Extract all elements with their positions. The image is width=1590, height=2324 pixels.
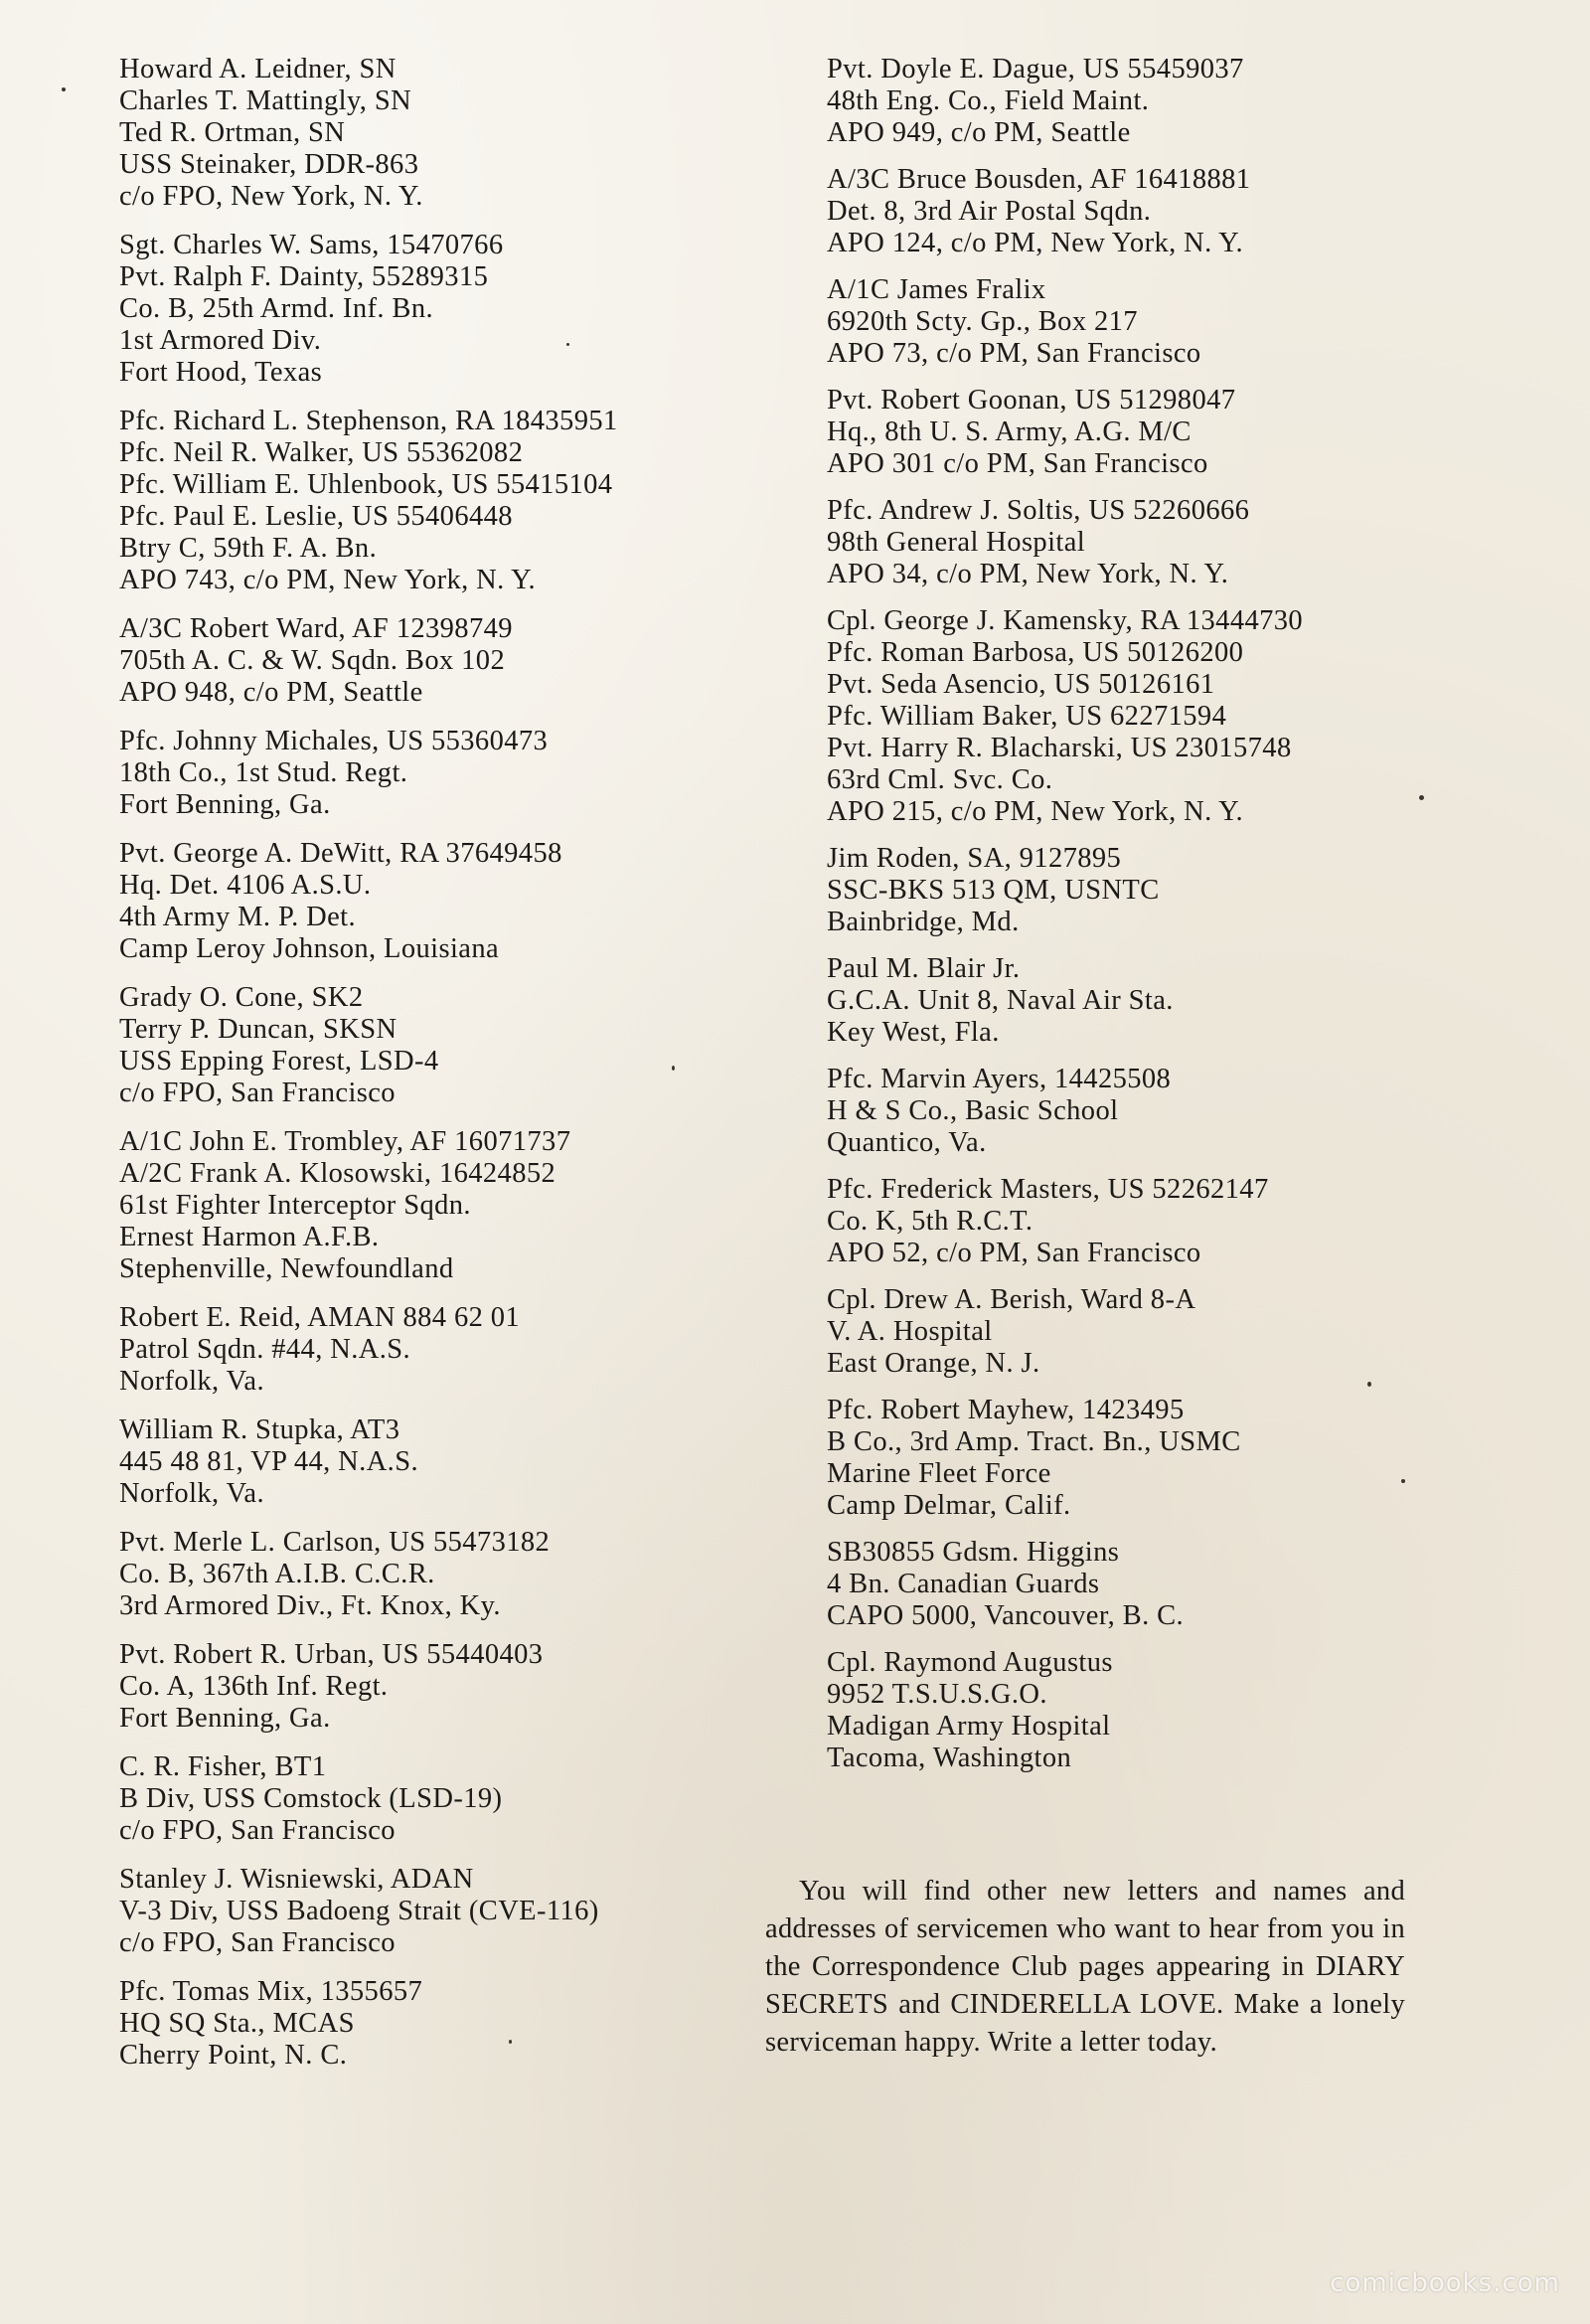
address-line: Pfc. William Baker, US 62271594 [827,701,1227,732]
address-line: A/2C Frank A. Klosowski, 16424852 [119,1158,556,1189]
address-line: Btry C, 59th F. A. Bn. [119,533,378,564]
address-line: B Co., 3rd Amp. Tract. Bn., USMC [827,1426,1241,1457]
address-line: Cpl. George J. Kamensky, RA 13444730 [827,605,1304,636]
address-line: Stephenville, Newfoundland [119,1253,454,1284]
right-address-column [827,54,1443,1789]
address-entry [119,982,755,1109]
address-line: USS Epping Forest, LSD-4 [119,1046,439,1077]
address-line: Norfolk, Va. [119,1478,264,1509]
address-line: 3rd Armored Div., Ft. Knox, Ky. [119,1590,501,1621]
address-line: Pvt. Ralph F. Dainty, 55289315 [119,261,489,292]
address-line: Fort Benning, Ga. [119,789,331,820]
address-line: Pvt. Robert Goonan, US 51298047 [827,385,1236,415]
address-line: APO 301 c/o PM, San Francisco [827,448,1208,479]
address-line: 1st Armored Div. [119,325,322,356]
address-line: A/1C John E. Trombley, AF 16071737 [119,1126,571,1157]
address-entry [827,1537,1443,1632]
address-entry [119,1639,755,1735]
address-line: APO 34, c/o PM, New York, N. Y. [827,559,1229,589]
address-line: Sgt. Charles W. Sams, 15470766 [119,230,504,260]
address-line: 4th Army M. P. Det. [119,902,356,932]
address-line: APO 215, c/o PM, New York, N. Y. [827,796,1243,827]
address-line: B Div, USS Comstock (LSD-19) [119,1783,503,1814]
address-line: Quantico, Va. [827,1127,987,1158]
address-line: Terry P. Duncan, SKSN [119,1014,398,1045]
site-watermark: comicbooks.com [1330,2268,1560,2298]
address-line: APO 52, c/o PM, San Francisco [827,1238,1201,1268]
address-entry [119,1976,755,2072]
address-line: Cherry Point, N. C. [119,2040,348,2071]
address-line: USS Steinaker, DDR-863 [119,149,419,180]
address-line: 48th Eng. Co., Field Maint. [827,85,1150,116]
address-line: Det. 8, 3rd Air Postal Sqdn. [827,196,1152,227]
address-line: East Orange, N. J. [827,1348,1040,1379]
left-address-column [119,54,755,2088]
address-line: Cpl. Drew A. Berish, Ward 8-A [827,1284,1196,1315]
paper-speck [1419,795,1424,800]
address-line: Robert E. Reid, AMAN 884 62 01 [119,1302,521,1333]
paper-speck [1401,1479,1405,1483]
address-line: A/3C Bruce Bousden, AF 16418881 [827,164,1251,195]
address-line: 9952 T.S.U.S.G.O. [827,1679,1047,1710]
address-line: Co. K, 5th R.C.T. [827,1206,1034,1237]
address-entry [119,406,755,596]
address-line: Marine Fleet Force [827,1458,1051,1489]
address-line: 6920th Scty. Gp., Box 217 [827,306,1138,337]
address-line: Camp Delmar, Calif. [827,1490,1071,1521]
address-line: 4 Bn. Canadian Guards [827,1569,1100,1599]
address-entry [827,164,1443,259]
address-line: William R. Stupka, AT3 [119,1414,400,1445]
address-line: Cpl. Raymond Augustus [827,1647,1113,1678]
address-line: APO 743, c/o PM, New York, N. Y. [119,565,536,595]
address-line: HQ SQ Sta., MCAS [119,2008,355,2039]
address-entry [827,1647,1443,1774]
address-line: Grady O. Cone, SK2 [119,982,364,1013]
address-entry [827,54,1443,149]
address-line: Pfc. Paul E. Leslie, US 55406448 [119,501,513,532]
address-line: Ernest Harmon A.F.B. [119,1222,380,1252]
address-line: Pfc. Roman Barbosa, US 50126200 [827,637,1244,668]
address-line: 98th General Hospital [827,527,1086,558]
address-line: Patrol Sqdn. #44, N.A.S. [119,1334,411,1365]
address-line: APO 949, c/o PM, Seattle [827,117,1131,148]
paper-speck [1367,1382,1371,1387]
address-line: A/1C James Fralix [827,274,1046,305]
address-line: Pvt. George A. DeWitt, RA 37649458 [119,838,562,869]
address-line: APO 124, c/o PM, New York, N. Y. [827,228,1243,258]
address-line: Norfolk, Va. [119,1366,264,1397]
address-entry [827,495,1443,590]
address-entry [119,1864,755,1959]
address-line: Charles T. Mattingly, SN [119,85,412,116]
address-line: Bainbridge, Md. [827,907,1020,937]
address-line: Pvt. Doyle E. Dague, US 55459037 [827,54,1244,84]
address-line: Pfc. Tomas Mix, 1355657 [119,1976,423,2007]
address-entry [827,953,1443,1049]
address-entry [827,605,1443,828]
address-line: SB30855 Gdsm. Higgins [827,1537,1120,1568]
address-line: Ted R. Ortman, SN [119,117,346,148]
address-line: APO 73, c/o PM, San Francisco [827,338,1201,369]
address-line: Pvt. Robert R. Urban, US 55440403 [119,1639,544,1670]
address-entry [119,1126,755,1285]
address-entry [119,1751,755,1847]
address-entry [119,1527,755,1622]
address-entry [827,274,1443,370]
address-line: Fort Hood, Texas [119,357,323,388]
address-entry [119,230,755,389]
address-entry [827,385,1443,480]
address-line: c/o FPO, San Francisco [119,1815,396,1846]
address-line: Pfc. William E. Uhlenbook, US 55415104 [119,469,613,500]
address-line: G.C.A. Unit 8, Naval Air Sta. [827,985,1174,1016]
address-line: Pvt. Seda Asencio, US 50126161 [827,669,1215,700]
paper-speck [672,1066,675,1071]
address-line: SSC-BKS 513 QM, USNTC [827,875,1160,906]
address-line: c/o FPO, San Francisco [119,1927,396,1958]
address-line: Hq., 8th U. S. Army, A.G. M/C [827,416,1192,447]
address-line: c/o FPO, San Francisco [119,1078,396,1108]
address-line: 445 48 81, VP 44, N.A.S. [119,1446,418,1477]
address-line: Camp Leroy Johnson, Louisiana [119,933,500,964]
address-line: 63rd Cml. Svc. Co. [827,764,1053,795]
address-line: Co. B, 25th Armd. Inf. Bn. [119,293,433,324]
address-line: V. A. Hospital [827,1316,993,1347]
address-entry [119,613,755,709]
address-line: Stanley J. Wisniewski, ADAN [119,1864,474,1895]
address-line: Pfc. Frederick Masters, US 52262147 [827,1174,1269,1205]
address-line: Fort Benning, Ga. [119,1703,331,1734]
address-line: Pvt. Harry R. Blacharski, US 23015748 [827,733,1292,763]
address-line: CAPO 5000, Vancouver, B. C. [827,1600,1185,1631]
address-line: Pfc. Neil R. Walker, US 55362082 [119,437,524,468]
address-line: Pfc. Johnny Michales, US 55360473 [119,726,549,756]
address-line: 18th Co., 1st Stud. Regt. [119,757,408,788]
address-line: C. R. Fisher, BT1 [119,1751,327,1782]
address-entry [119,838,755,965]
address-line: Co. A, 136th Inf. Regt. [119,1671,389,1702]
address-entry [119,1414,755,1510]
address-line: Madigan Army Hospital [827,1711,1111,1742]
address-line: APO 948, c/o PM, Seattle [119,677,423,708]
address-line: H & S Co., Basic School [827,1095,1119,1126]
address-entry [119,54,755,213]
address-line: Key West, Fla. [827,1017,1000,1048]
address-entry [119,726,755,821]
address-line: 705th A. C. & W. Sqdn. Box 102 [119,645,506,676]
address-line: 61st Fighter Interceptor Sqdn. [119,1190,471,1221]
paper-speck [62,87,66,91]
address-line: Hq. Det. 4106 A.S.U. [119,870,372,901]
address-entry [827,1395,1443,1522]
address-line: Pfc. Robert Mayhew, 1423495 [827,1395,1185,1425]
address-entry [827,843,1443,938]
address-line: A/3C Robert Ward, AF 12398749 [119,613,513,644]
address-line: Jim Roden, SA, 9127895 [827,843,1122,874]
address-line: c/o FPO, New York, N. Y. [119,181,423,212]
address-line: Paul M. Blair Jr. [827,953,1021,984]
address-line: Tacoma, Washington [827,1743,1072,1773]
address-line: Pfc. Andrew J. Soltis, US 52260666 [827,495,1250,526]
address-entry [119,1302,755,1398]
address-line: V-3 Div, USS Badoeng Strait (CVE-116) [119,1896,599,1926]
address-line: Pfc. Richard L. Stephenson, RA 18435951 [119,406,618,436]
address-entry [827,1284,1443,1380]
address-line: Pfc. Marvin Ayers, 14425508 [827,1064,1172,1094]
paper-speck [566,343,569,346]
address-line: Howard A. Leidner, SN [119,54,397,84]
address-entry [827,1174,1443,1269]
closing-paragraph: You will find other new letters and names and addresses of servicemen who want to hear from you in the Correspondence Club pages appearing in DIARY SECRETS and CINDERELLA LOVE. Make a lonely serviceman happy. Write a letter today. [765,1875,1405,2058]
address-line: Pvt. Merle L. Carlson, US 55473182 [119,1527,551,1558]
paper-speck [509,2040,512,2044]
address-line: Co. B, 367th A.I.B. C.C.R. [119,1559,435,1589]
address-entry [827,1064,1443,1159]
